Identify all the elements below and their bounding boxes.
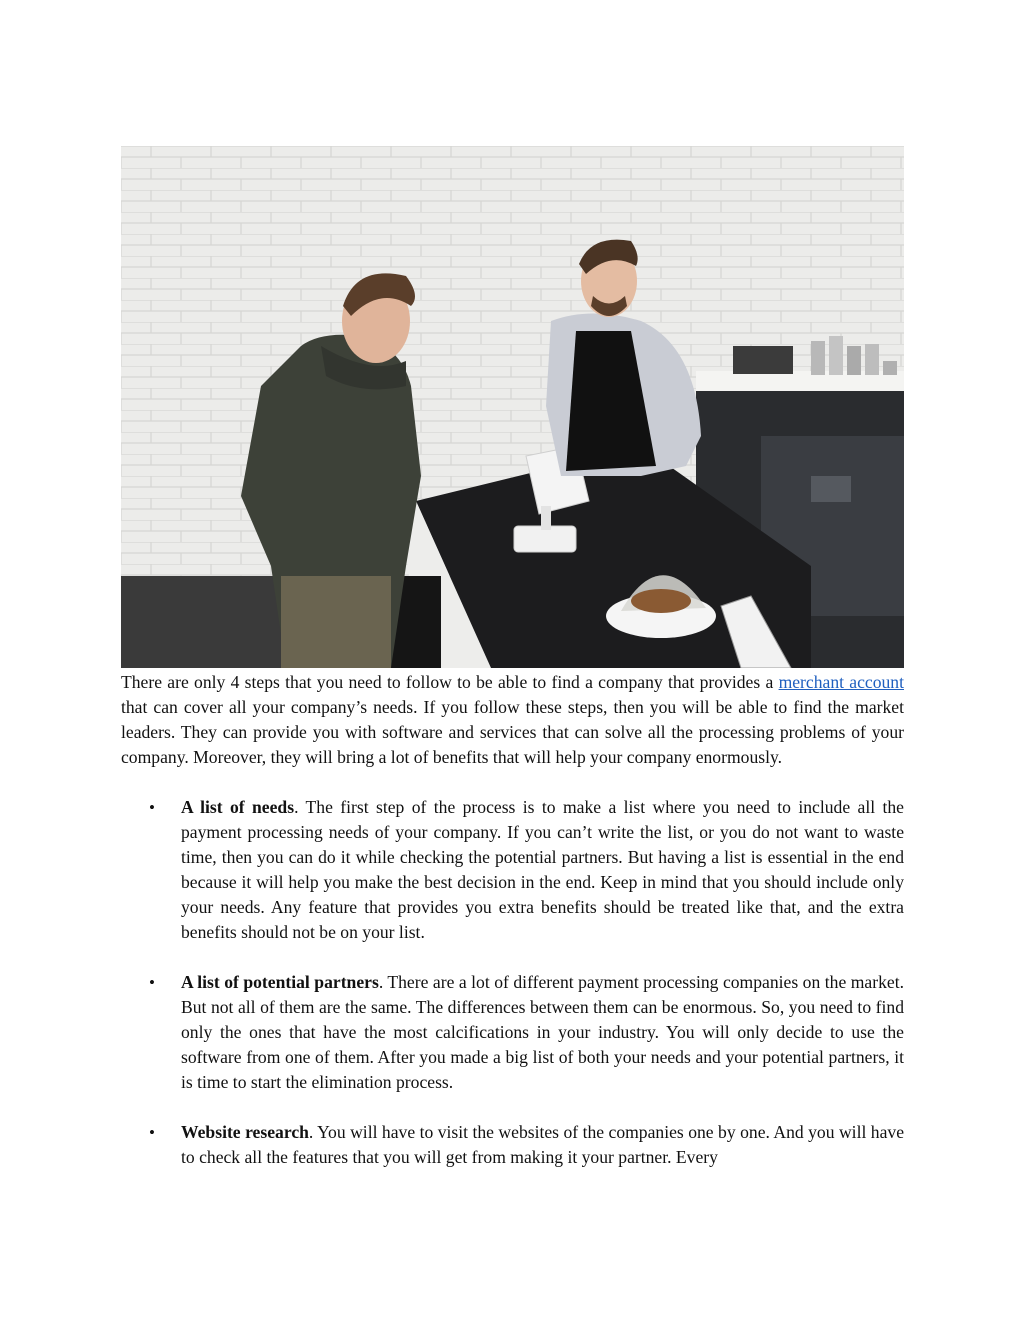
bullet-icon: • bbox=[149, 798, 155, 817]
list-item bbox=[121, 1120, 904, 1170]
step-body: . You will have to visit the websites of the companies one by one. And you will have to check all the features that you will get from making it your partner. Every bbox=[181, 1122, 905, 1167]
intro-text-before: There are only 4 steps that you need to follow to be able to find a company that provides a bbox=[121, 672, 779, 692]
bullet-icon: • bbox=[149, 973, 155, 992]
article-body bbox=[121, 670, 904, 1195]
photo-barista-payment-terminal-icon bbox=[121, 146, 904, 668]
step-term: A list of needs bbox=[181, 797, 295, 817]
step-term: Website research bbox=[181, 1122, 309, 1142]
article-photo bbox=[121, 146, 904, 668]
step-body: . The first step of the process is to make a list where you need to include all the payment processing needs of your company. If you can’t write the list, or you do not want to waste time, then you can do it while checking the potential partners. But having a list is essential in the end because it will help you make the best decision in the end. Keep in mind that you should include only your needs. Any feature that provides you extra benefits should be treated like that, and the extra benefits should not be on your list. bbox=[181, 797, 904, 942]
step-body: . There are a lot of different payment processing companies on the market. But not all of them are the same. The differences between them can be enormous. So, you need to find only the ones that have the most calcifications in your industry. You will only decide to use the software from one of them. After you made a big list of both your needs and your potential partners, it is time to start the elimination process. bbox=[181, 972, 904, 1092]
bullet-icon: • bbox=[149, 1123, 155, 1142]
list-item bbox=[121, 795, 904, 945]
intro-paragraph bbox=[121, 670, 904, 770]
steps-list bbox=[121, 795, 904, 1170]
intro-text-after: that can cover all your company’s needs. If you follow these steps, then you will be able to find the market leaders. They can provide you with software and services that can solve all the processing problems of your company. Moreover, they will bring a lot of benefits that will help your company enormously. bbox=[121, 697, 904, 767]
list-item bbox=[121, 970, 904, 1095]
merchant-account-link[interactable]: merchant account bbox=[778, 672, 904, 692]
step-term: A list of potential partners bbox=[181, 972, 379, 992]
